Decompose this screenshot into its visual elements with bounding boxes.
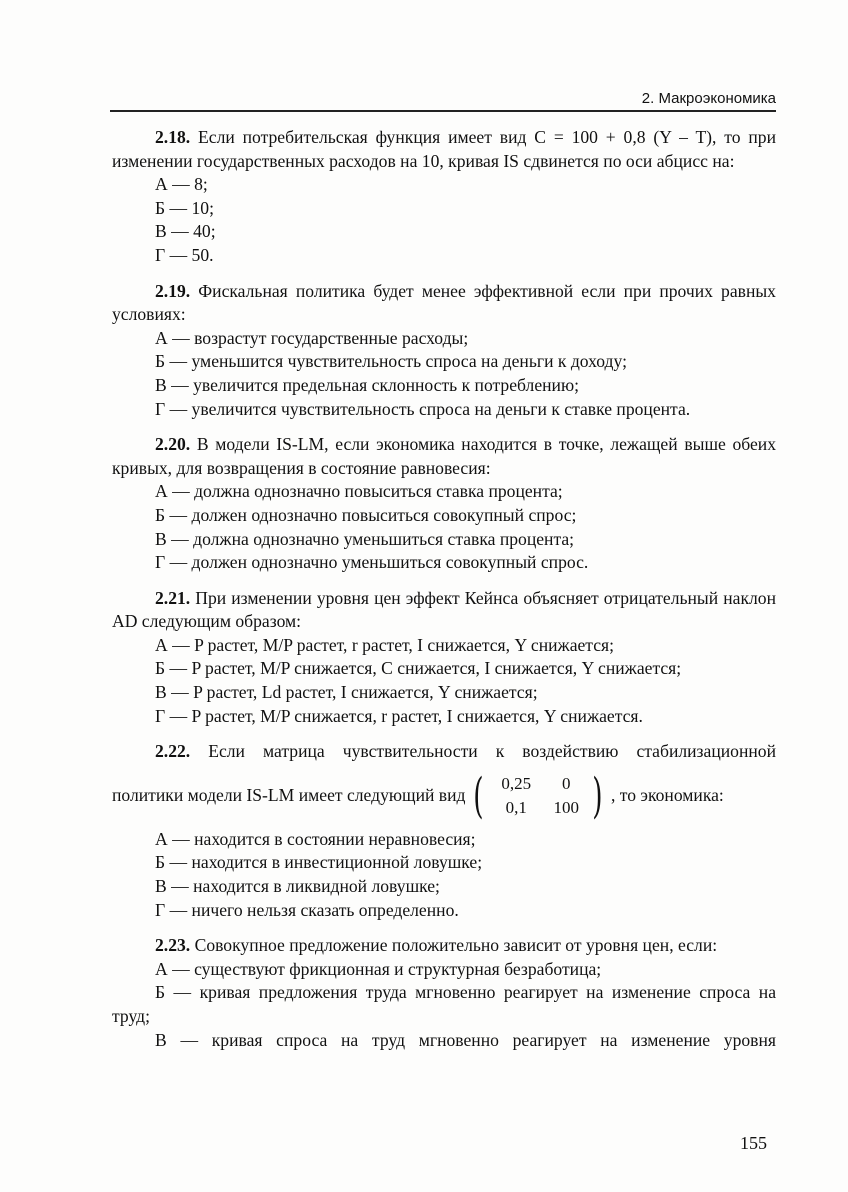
option-a: А — должна однозначно повыситься ставка процента; bbox=[155, 481, 563, 502]
problem-stem bbox=[112, 280, 776, 327]
answer-options bbox=[112, 634, 776, 728]
option-g: Г — увеличится чувствительность спроса на деньги к ставке процента. bbox=[155, 398, 691, 419]
option-a: А — 8; bbox=[155, 174, 208, 195]
option-b: Б — кривая предложения труда мгновенно реагирует на изменение спроса на труд; bbox=[112, 982, 776, 1026]
problem-number: 2.21. bbox=[155, 587, 191, 608]
matrix-cell: 100 bbox=[553, 797, 579, 817]
right-paren: ) bbox=[592, 767, 603, 824]
problem-stem bbox=[112, 126, 776, 173]
answer-options bbox=[112, 327, 776, 421]
problem-2-19 bbox=[112, 280, 776, 422]
problem-stem bbox=[112, 740, 776, 764]
matrix-cell: 0 bbox=[561, 773, 571, 793]
matrix-cell: 0,1 bbox=[505, 797, 527, 817]
problem-2-22 bbox=[112, 740, 776, 922]
option-a: А — существуют фрикционная и структурная безработица; bbox=[155, 958, 602, 979]
stem-text: Если потребительская функция имеет вид C = 100 + 0,8 (Y – T), то при изменении государственных расходов на 10, кривая IS сдвинется по оси абцисс на: bbox=[112, 127, 776, 171]
problem-number: 2.20. bbox=[155, 434, 191, 455]
option-a: А — P растет, M/P растет, r растет, I снижается, Y снижается; bbox=[155, 634, 614, 655]
stem-text-after-matrix: , то экономика: bbox=[610, 785, 724, 806]
option-v: В — находится в ликвидной ловушке; bbox=[155, 876, 440, 897]
problem-2-21 bbox=[112, 587, 776, 729]
stem-matrix-line bbox=[112, 764, 776, 828]
matrix-grid bbox=[488, 773, 588, 819]
stem-text: При изменении уровня цен эффект Кейнса объясняет отрицательный наклон AD следующим образом: bbox=[112, 587, 776, 632]
stem-text-before-matrix: политики модели IS-LM имеет следующий вид bbox=[112, 785, 466, 806]
stem-text-line1: Если матрица чувствительности к воздействию стабилизационной bbox=[208, 741, 776, 762]
answer-options bbox=[112, 828, 776, 922]
option-v: В — должна однозначно уменьшиться ставка процента; bbox=[155, 528, 575, 549]
sensitivity-matrix bbox=[469, 767, 606, 824]
problem-stem bbox=[112, 433, 776, 480]
option-b: Б — уменьшится чувствительность спроса на деньги к доходу; bbox=[155, 351, 627, 372]
problem-2-23 bbox=[112, 934, 776, 1052]
answer-options bbox=[112, 958, 776, 1052]
option-a: А — возрастут государственные расходы; bbox=[155, 327, 469, 348]
problem-stem bbox=[112, 587, 776, 634]
stem-text: Фискальная политика будет менее эффективной если при прочих равных условиях: bbox=[112, 280, 776, 325]
section-title: 2. Макроэкономика bbox=[641, 90, 776, 107]
problem-2-18 bbox=[112, 126, 776, 268]
stem-text: Совокупное предложение положительно зависит от уровня цен, если: bbox=[194, 935, 718, 956]
running-header bbox=[110, 90, 776, 112]
answer-options bbox=[112, 480, 776, 574]
option-v: В — P растет, Ld растет, I снижается, Y снижается; bbox=[155, 682, 538, 703]
option-g: Г — должен однозначно уменьшиться совокупный спрос. bbox=[155, 552, 589, 573]
stem-text: В модели IS-LM, если экономика находится в точке, лежащей выше обеих кривых, для возвращения в состояние равновесия: bbox=[112, 434, 776, 478]
page-number: 155 bbox=[740, 1133, 767, 1153]
left-paren: ( bbox=[473, 767, 485, 824]
option-b: Б — 10; bbox=[155, 197, 214, 218]
problem-number: 2.22. bbox=[155, 741, 191, 762]
problem-2-20 bbox=[112, 433, 776, 575]
option-g: Г — 50. bbox=[155, 244, 214, 265]
option-v: В — кривая спроса на труд мгновенно реагирует на изменение уровня bbox=[155, 1029, 776, 1050]
option-g: Г — ничего нельзя сказать определенно. bbox=[155, 899, 459, 920]
problem-number: 2.19. bbox=[155, 280, 191, 301]
option-v: В — 40; bbox=[155, 221, 216, 242]
option-b: Б — находится в инвестиционной ловушке; bbox=[155, 852, 483, 873]
option-b: Б — должен однозначно повыситься совокупный спрос; bbox=[155, 504, 577, 525]
matrix-cell: 0,25 bbox=[501, 773, 532, 793]
answer-options bbox=[112, 173, 776, 267]
option-a: А — находится в состоянии неравновесия; bbox=[155, 828, 476, 849]
problem-number: 2.18. bbox=[155, 127, 191, 147]
problem-stem bbox=[112, 934, 776, 958]
problem-number: 2.23. bbox=[155, 935, 191, 956]
option-g: Г — P растет, M/P снижается, r растет, I снижается, Y снижается. bbox=[155, 705, 643, 726]
page-content bbox=[112, 126, 776, 1052]
option-v: В — увеличится предельная склонность к потреблению; bbox=[155, 374, 579, 395]
option-b: Б — P растет, M/P снижается, C снижается, I снижается, Y снижается; bbox=[155, 658, 682, 679]
